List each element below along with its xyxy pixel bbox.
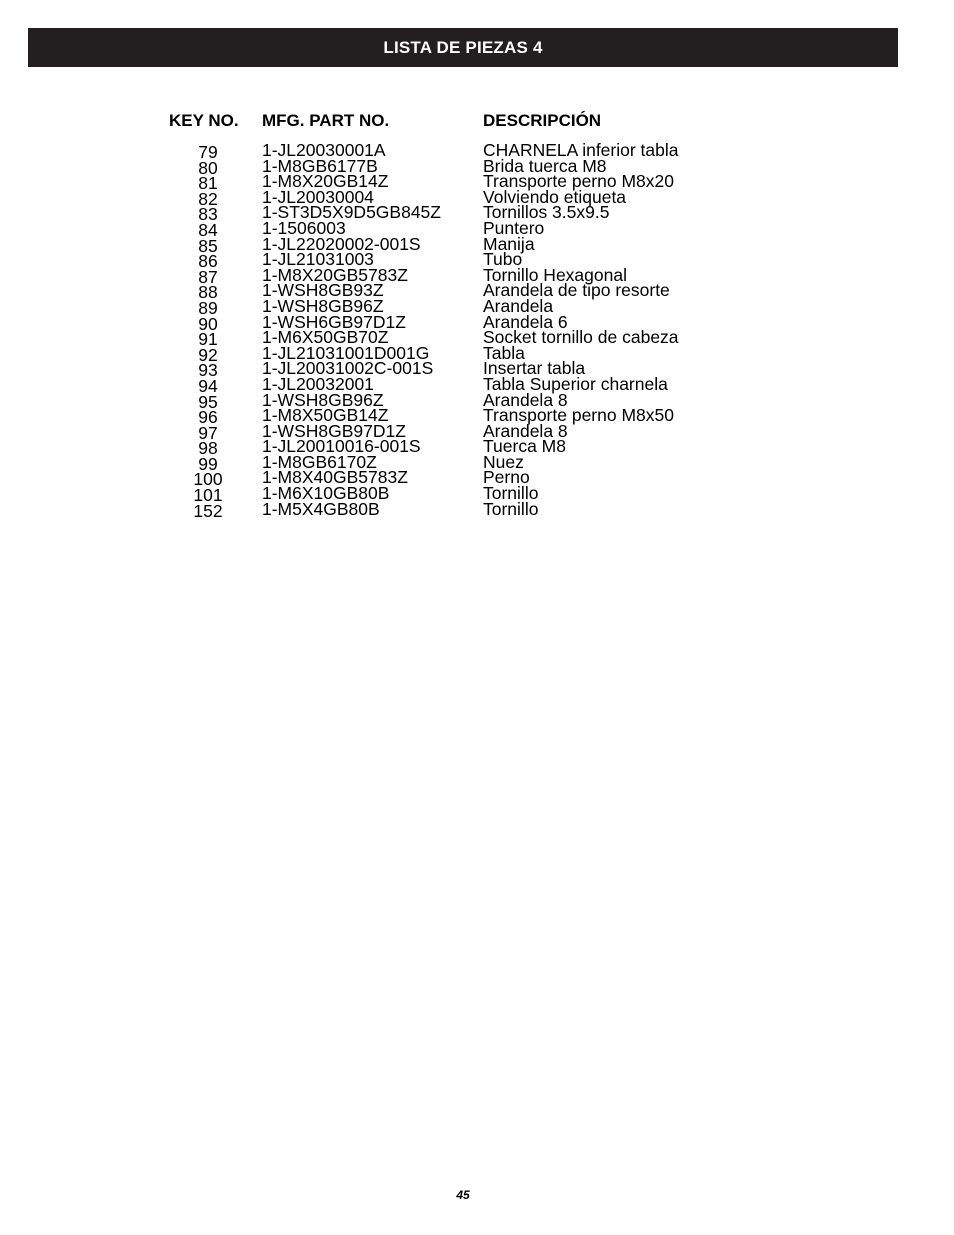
description-cell: Arandela 8 bbox=[483, 389, 568, 410]
key-cell: 91 bbox=[198, 329, 218, 350]
table-row bbox=[0, 217, 954, 240]
key-cell: 90 bbox=[198, 313, 218, 334]
key-cell: 101 bbox=[193, 485, 223, 506]
table-row bbox=[0, 498, 954, 521]
mfg-part-cell: 1-1506003 bbox=[262, 217, 346, 238]
mfg-part-cell: 1-JL20030004 bbox=[262, 186, 374, 207]
table-row bbox=[0, 155, 954, 178]
mfg-part-cell: 1-WSH8GB96Z bbox=[262, 295, 384, 316]
table-row bbox=[0, 467, 954, 490]
mfg-part-cell: 1-M8GB6170Z bbox=[262, 451, 377, 472]
table-row bbox=[0, 202, 954, 225]
mfg-part-cell: 1-M8X50GB14Z bbox=[262, 405, 389, 426]
description-cell: Transporte perno M8x20 bbox=[483, 171, 674, 192]
table-row bbox=[0, 140, 954, 162]
key-cell: 93 bbox=[198, 360, 218, 381]
mfg-part-cell: 1-JL21031001D001G bbox=[262, 342, 430, 363]
column-header-key: KEY NO. bbox=[169, 111, 239, 130]
key-cell: 89 bbox=[198, 297, 218, 318]
key-cell: 92 bbox=[198, 344, 218, 365]
description-cell: Tornillos 3.5x9.5 bbox=[483, 202, 610, 223]
key-cell: 84 bbox=[198, 219, 218, 240]
description-cell: Volviendo etiqueta bbox=[483, 186, 627, 207]
key-cell: 79 bbox=[198, 142, 218, 162]
key-cell: 83 bbox=[198, 204, 218, 225]
description-cell: Perno bbox=[483, 467, 530, 488]
column-header-desc: DESCRIPCIÓN bbox=[483, 111, 602, 130]
key-cell: 100 bbox=[193, 469, 223, 490]
table-row bbox=[0, 405, 954, 428]
table-row bbox=[0, 295, 954, 318]
description-cell: Transporte perno M8x50 bbox=[483, 405, 674, 426]
key-cell: 86 bbox=[198, 251, 218, 272]
description-cell: Insertar tabla bbox=[483, 358, 586, 379]
description-cell: Arandela bbox=[483, 295, 554, 316]
table-row bbox=[0, 420, 954, 443]
key-cell: 98 bbox=[198, 438, 218, 459]
key-cell: 80 bbox=[198, 157, 218, 178]
table-row bbox=[0, 358, 954, 381]
mfg-part-cell: 1-M8X40GB5783Z bbox=[262, 467, 408, 488]
description-cell: Tabla bbox=[483, 342, 525, 363]
mfg-part-cell: 1-JL20010016-001S bbox=[262, 436, 421, 457]
description-cell: Tabla Superior charnela bbox=[483, 373, 668, 394]
key-cell: 85 bbox=[198, 235, 218, 256]
mfg-part-cell: 1-M5X4GB80B bbox=[262, 498, 380, 519]
mfg-part-cell: 1-JL20032001 bbox=[262, 373, 374, 394]
key-cell: 96 bbox=[198, 407, 218, 428]
table-row bbox=[0, 373, 954, 396]
table-row bbox=[0, 436, 954, 459]
mfg-part-cell: 1-WSH8GB96Z bbox=[262, 389, 384, 410]
key-cell: 152 bbox=[193, 500, 223, 521]
table-row bbox=[0, 389, 954, 412]
table-header bbox=[0, 111, 954, 133]
key-cell: 95 bbox=[198, 391, 218, 412]
column-header-mfg: MFG. PART NO. bbox=[262, 111, 390, 130]
mfg-part-cell: 1-WSH6GB97D1Z bbox=[262, 311, 406, 332]
mfg-part-cell: 1-WSH8GB93Z bbox=[262, 280, 384, 301]
description-cell: Socket tornillo de cabeza bbox=[483, 327, 679, 348]
page-title-bar bbox=[28, 28, 898, 67]
mfg-part-cell: 1-M8GB6177B bbox=[262, 155, 378, 176]
key-cell: 94 bbox=[198, 375, 218, 396]
table-row bbox=[0, 264, 954, 287]
mfg-part-cell: 1-JL20030001A bbox=[262, 140, 386, 160]
mfg-part-cell: 1-M8X20GB5783Z bbox=[262, 264, 408, 285]
mfg-part-cell: 1-WSH8GB97D1Z bbox=[262, 420, 406, 441]
description-cell: Brida tuerca M8 bbox=[483, 155, 607, 176]
description-cell: Tornillo bbox=[483, 483, 539, 504]
description-cell: Tornillo bbox=[483, 498, 539, 519]
table-row bbox=[0, 451, 954, 474]
description-cell: Tuerca M8 bbox=[483, 436, 566, 457]
table-row bbox=[0, 311, 954, 334]
description-cell: Arandela 8 bbox=[483, 420, 568, 441]
description-cell: Manija bbox=[483, 233, 535, 254]
key-cell: 99 bbox=[198, 453, 218, 474]
key-cell: 82 bbox=[198, 188, 218, 209]
table-row bbox=[0, 280, 954, 303]
mfg-part-cell: 1-M6X10GB80B bbox=[262, 483, 390, 504]
table-row bbox=[0, 171, 954, 194]
description-cell: CHARNELA inferior tabla bbox=[483, 140, 679, 160]
parts-table bbox=[0, 140, 954, 521]
mfg-part-cell: 1-M6X50GB70Z bbox=[262, 327, 389, 348]
description-cell: Tornillo Hexagonal bbox=[483, 264, 627, 285]
table-row bbox=[0, 233, 954, 256]
page-title: LISTA DE PIEZAS 4 bbox=[383, 37, 543, 57]
key-cell: 88 bbox=[198, 282, 218, 303]
description-cell: Arandela de tipo resorte bbox=[483, 280, 670, 301]
mfg-part-cell: 1-JL22020002-001S bbox=[262, 233, 421, 254]
table-row bbox=[0, 327, 954, 350]
table-row bbox=[0, 186, 954, 209]
page-number: 45 bbox=[456, 1188, 470, 1202]
mfg-part-cell: 1-JL21031003 bbox=[262, 249, 374, 270]
mfg-part-cell: 1-M8X20GB14Z bbox=[262, 171, 389, 192]
key-cell: 87 bbox=[198, 266, 218, 287]
key-cell: 97 bbox=[198, 422, 218, 443]
table-row bbox=[0, 342, 954, 365]
table-row bbox=[0, 483, 954, 506]
mfg-part-cell: 1-ST3D5X9D5GB845Z bbox=[262, 202, 441, 223]
description-cell: Tubo bbox=[483, 249, 523, 270]
description-cell: Nuez bbox=[483, 451, 524, 472]
mfg-part-cell: 1-JL20031002C-001S bbox=[262, 358, 434, 379]
description-cell: Arandela 6 bbox=[483, 311, 568, 332]
key-cell: 81 bbox=[198, 173, 218, 194]
description-cell: Puntero bbox=[483, 217, 545, 238]
table-row bbox=[0, 249, 954, 272]
